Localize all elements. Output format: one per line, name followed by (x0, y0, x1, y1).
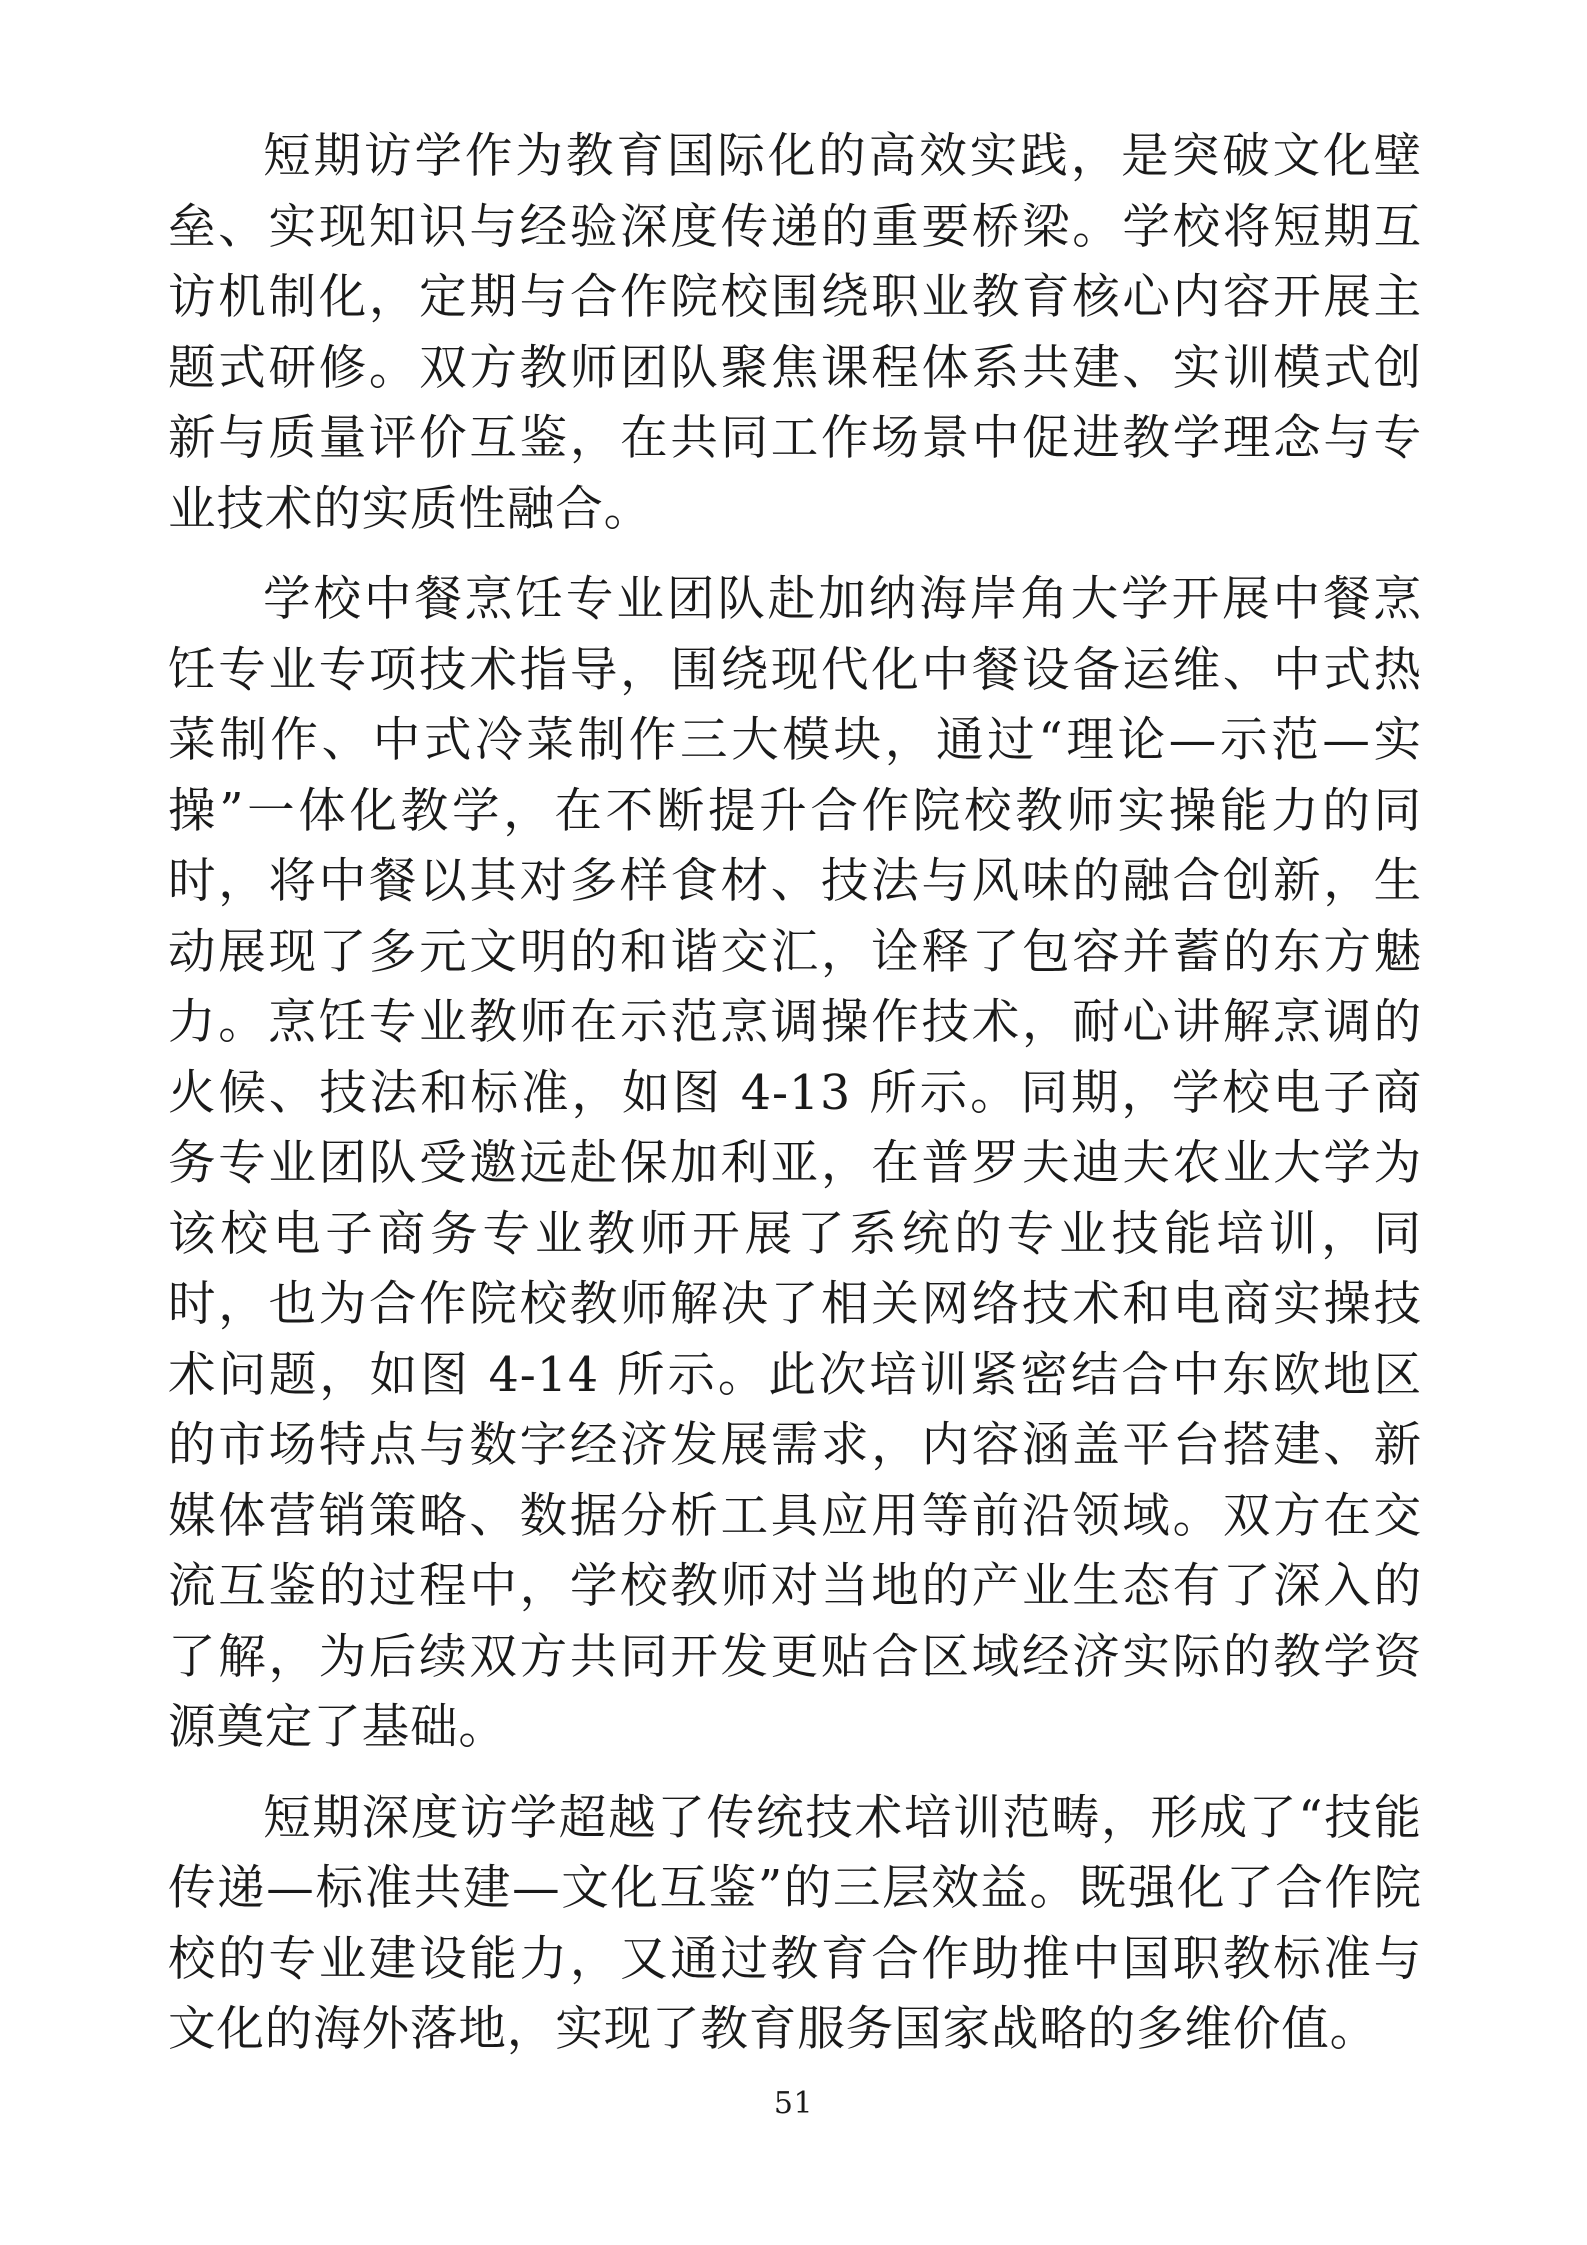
paragraph-three-tier-benefits: 短期深度访学超越了传统技术培训范畴，形成了“技能传递—标准共建—文化互鉴”的三层效益。既强化了合作院校的专业建设能力，又通过教育合作助推中国职教标准与文化的海外落地，实现了教育服务国家战略的多维价值。 (168, 1790, 1422, 2057)
page-number: 51 (773, 2086, 814, 2121)
page-body-text (168, 122, 1422, 2066)
paragraph-culinary-and-ecommerce-programs: 学校中餐烹饪专业团队赴加纳海岸角大学开展中餐烹饪专业专项技术指导，围绕现代化中餐设备运维、中式热菜制作、中式冷菜制作三大模块，通过“理论—示范—实操”一体化教学，在不断提升合作院校教师实操能力的同时，将中餐以其对多样食材、技法与风味的融合创新，生动展现了多元文明的和谐交汇，诠释了包容并蓄的东方魅力。烹饪专业教师在示范烹调操作技术，耐心讲解烹调的火候、技法和标准，如图 4-13 所示。同期，学校电子商务专业团队受邀远赴保加利亚，在普罗夫迪夫农业大学为该校电子商务专业教师开展了系统的专业技能培训，同时，也为合作院校教师解决了相关网络技术和电商实操技术问题，如图 4-14 所示。此次培训紧密结合中东欧地区的市场特点与数字经济发展需求，内容涵盖平台搭建、新媒体营销策略、数据分析工具应用等前沿领域。双方在交流互鉴的过程中，学校教师对当地的产业生态有了深入的了解，为后续双方共同开发更贴合区域经济实际的教学资源奠定了基础。 (168, 572, 1422, 1755)
paragraph-short-term-visit-overview: 短期访学作为教育国际化的高效实践，是突破文化壁垒、实现知识与经验深度传递的重要桥梁。学校将短期互访机制化，定期与合作院校围绕职业教育核心内容开展主题式研修。双方教师团队聚焦课程体系共建、实训模式创新与质量评价互鉴，在共同工作场景中促进教学理念与专业技术的实质性融合。 (168, 129, 1422, 537)
